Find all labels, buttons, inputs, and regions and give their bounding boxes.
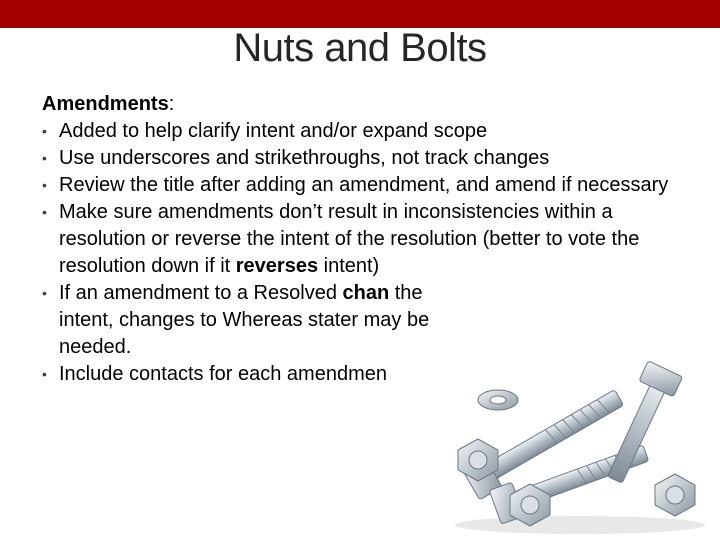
bullet-text-start: Make sure amendments don’t result in inconsistencies within a resolution or reverse the intent of the resolution (better to vote the resolution down if it xyxy=(59,201,640,277)
bullet-text-emphasis: chan xyxy=(342,282,390,304)
bullet-text-emphasis: reverses xyxy=(235,255,319,277)
bullet-text: Added to help clarify intent and/or expand scope xyxy=(59,120,488,142)
bullet-text: Include contacts for each amendmen xyxy=(59,363,387,385)
bullet-text: Review the title after adding an amendment, and amend if necessary xyxy=(59,174,669,196)
bullet-item xyxy=(42,118,692,145)
bullet-text xyxy=(59,201,639,277)
nuts-and-bolts-image xyxy=(440,355,712,535)
bullet-item xyxy=(42,145,692,172)
bullet-text xyxy=(59,280,459,361)
bullet-text-end: the intent, changes to Whereas stater may be needed. xyxy=(59,282,430,358)
washer-shape xyxy=(478,390,518,410)
slide-title: Nuts and Bolts xyxy=(233,26,487,70)
bullet-icon: • xyxy=(42,285,47,301)
top-accent-bar xyxy=(0,0,720,28)
bullet-text: Use underscores and strikethroughs, not track changes xyxy=(59,147,550,169)
bullet-icon: • xyxy=(42,123,47,139)
bullet-icon: • xyxy=(42,150,47,166)
bullet-icon: • xyxy=(42,366,47,382)
bullet-icon: • xyxy=(42,177,47,193)
bullet-item xyxy=(42,199,692,280)
bullet-icon: • xyxy=(42,204,47,220)
bullet-text-end: intent) xyxy=(318,255,380,277)
shadow-shape xyxy=(455,516,705,534)
section-heading xyxy=(42,91,692,118)
bullet-text-start: If an amendment to a Resolved xyxy=(59,282,343,304)
slide-body xyxy=(42,91,692,388)
bullet-list xyxy=(42,118,692,388)
section-heading-label: Amendments xyxy=(42,93,169,115)
bolt-shape xyxy=(608,361,683,483)
bullet-item xyxy=(42,172,692,199)
nut-shape xyxy=(655,474,695,516)
bullet-item xyxy=(42,280,692,361)
section-heading-colon: : xyxy=(168,93,175,115)
